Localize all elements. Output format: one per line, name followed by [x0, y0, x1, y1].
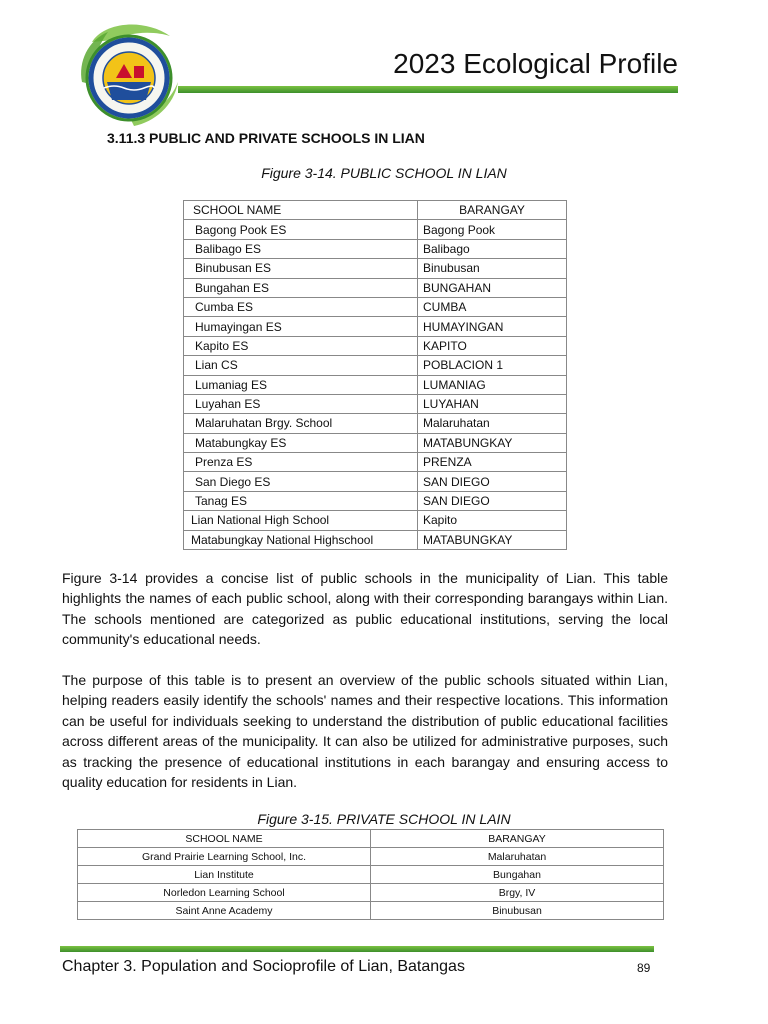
barangay-cell: SAN DIEGO [418, 472, 567, 491]
barangay-cell: Balibago [418, 239, 567, 258]
barangay-cell: KAPITO [418, 336, 567, 355]
table-row [184, 414, 567, 433]
school-name-cell: Bagong Pook ES [184, 220, 418, 239]
school-name-cell: Tanag ES [184, 491, 418, 510]
barangay-cell: Kapito [418, 511, 567, 530]
column-header-school-name: SCHOOL NAME [78, 830, 371, 848]
barangay-cell: MATABUNGKAY [418, 530, 567, 549]
school-name-cell: Prenza ES [184, 453, 418, 472]
table-row [78, 884, 664, 902]
public-table-caption: Figure 3-14. PUBLIC SCHOOL IN LIAN [261, 165, 507, 181]
school-name-cell: Lian Institute [78, 866, 371, 884]
column-header-school-name: SCHOOL NAME [184, 201, 418, 220]
paragraph-purpose: The purpose of this table is to present an overview of the public schools situated within Lian, helping readers easily identify the schools' names and their respective locations. This information can be useful for individuals seeking to understand the distribution of public educational facilities across different areas of the municipality. It can also be utilized for administrative purposes, such as tracking the presence of educational institutions in each barangay and ensuring access to quality education for residents in Lian. [62, 672, 668, 791]
page-number: 89 [637, 961, 651, 975]
school-name-cell: Norledon Learning School [78, 884, 371, 902]
school-name-cell: Malaruhatan Brgy. School [184, 414, 418, 433]
table-row [184, 278, 567, 297]
table-row [184, 220, 567, 239]
barangay-cell: Brgy, IV [371, 884, 664, 902]
table-row [78, 866, 664, 884]
school-name-cell: Kapito ES [184, 336, 418, 355]
header-divider [178, 86, 678, 93]
barangay-cell: Binubusan [418, 259, 567, 278]
column-header-barangay: BARANGAY [418, 201, 567, 220]
school-name-cell: Humayingan ES [184, 317, 418, 336]
table-row [78, 848, 664, 866]
table-row [184, 336, 567, 355]
barangay-cell: Malaruhatan [371, 848, 664, 866]
private-schools-table [77, 829, 664, 920]
barangay-cell: Bagong Pook [418, 220, 567, 239]
school-name-cell: Cumba ES [184, 297, 418, 316]
barangay-cell: MATABUNGKAY [418, 433, 567, 452]
table-row [184, 433, 567, 452]
table-row [184, 239, 567, 258]
footer-divider [60, 946, 654, 952]
school-name-cell: Matabungkay National Highschool [184, 530, 418, 549]
school-name-cell: Bungahan ES [184, 278, 418, 297]
school-name-cell: San Diego ES [184, 472, 418, 491]
barangay-cell: Binubusan [371, 902, 664, 920]
table-row [184, 491, 567, 510]
school-name-cell: Luyahan ES [184, 394, 418, 413]
footer-chapter-title: Chapter 3. Population and Socioprofile of Lian, Batangas [62, 958, 465, 975]
table-row [184, 259, 567, 278]
barangay-cell: BUNGAHAN [418, 278, 567, 297]
table-header-row [184, 201, 567, 220]
municipal-seal-logo [74, 22, 184, 132]
document-title: 2023 Ecological Profile [393, 48, 678, 79]
table-row [184, 356, 567, 375]
school-name-cell: Lian CS [184, 356, 418, 375]
table-row [184, 375, 567, 394]
barangay-cell: HUMAYINGAN [418, 317, 567, 336]
barangay-cell: CUMBA [418, 297, 567, 316]
school-name-cell: Binubusan ES [184, 259, 418, 278]
table-row [184, 511, 567, 530]
school-name-cell: Grand Prairie Learning School, Inc. [78, 848, 371, 866]
public-schools-table [183, 200, 567, 550]
table-row [184, 297, 567, 316]
table-row [184, 394, 567, 413]
school-name-cell: Lumaniag ES [184, 375, 418, 394]
section-heading: 3.11.3 PUBLIC AND PRIVATE SCHOOLS IN LIAN [107, 130, 425, 146]
barangay-cell: POBLACION 1 [418, 356, 567, 375]
table-row [184, 453, 567, 472]
column-header-barangay: BARANGAY [371, 830, 664, 848]
barangay-cell: SAN DIEGO [418, 491, 567, 510]
school-name-cell: Balibago ES [184, 239, 418, 258]
barangay-cell: LUMANIAG [418, 375, 567, 394]
private-table-caption: Figure 3-15. PRIVATE SCHOOL IN LAIN [257, 811, 511, 827]
table-row [184, 317, 567, 336]
barangay-cell: PRENZA [418, 453, 567, 472]
school-name-cell: Saint Anne Academy [78, 902, 371, 920]
barangay-cell: Malaruhatan [418, 414, 567, 433]
table-header-row [78, 830, 664, 848]
table-row [184, 472, 567, 491]
barangay-cell: LUYAHAN [418, 394, 567, 413]
school-name-cell: Lian National High School [184, 511, 418, 530]
barangay-cell: Bungahan [371, 866, 664, 884]
school-name-cell: Matabungkay ES [184, 433, 418, 452]
table-row [78, 902, 664, 920]
paragraph-summary: Figure 3-14 provides a concise list of public schools in the municipality of Lian. This table highlights the names of each public school, along with their corresponding barangays within Lian. The schools mentioned are categorized as public educational institutions, serving the local community's educational needs. [62, 570, 668, 648]
table-row [184, 530, 567, 549]
